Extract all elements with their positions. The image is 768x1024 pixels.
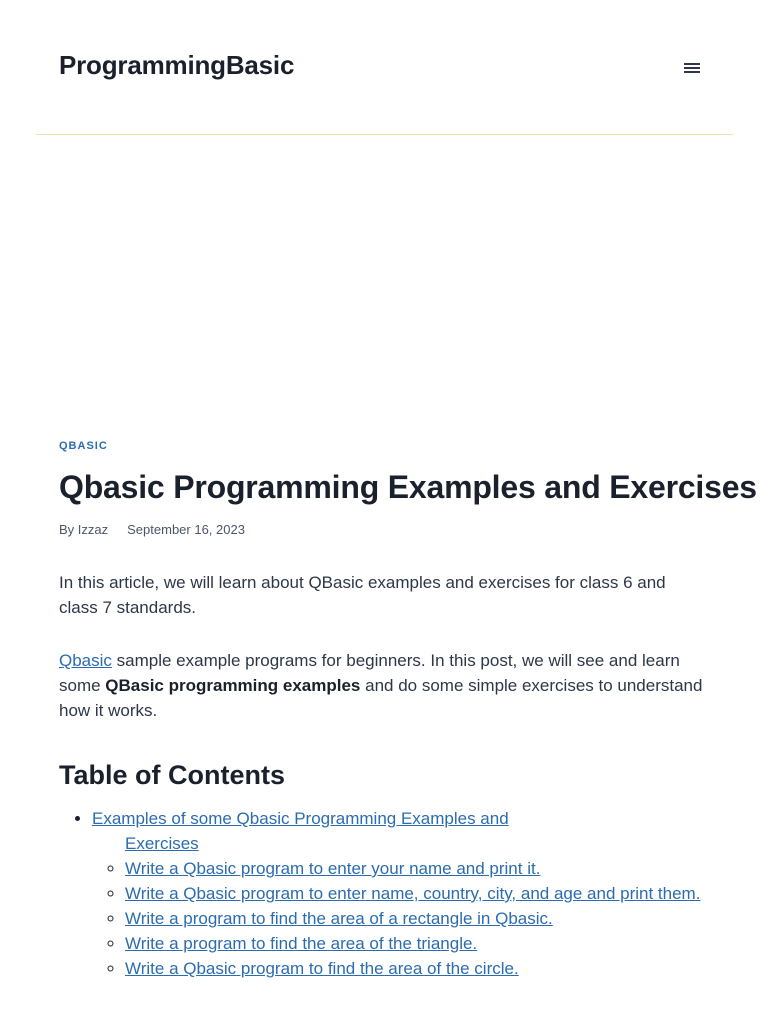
- toc-subitem: [125, 956, 709, 981]
- toc-link[interactable]: Exercises: [125, 834, 199, 853]
- site-header: [36, 0, 733, 135]
- article-title: Qbasic Programming Examples and Exercises: [59, 469, 757, 505]
- description-text-b: and do some simple exercises to understand how it works.: [59, 676, 703, 720]
- toc-link-main[interactable]: Examples of some Qbasic Programming Examples and: [92, 809, 509, 828]
- author-prefix: By: [59, 522, 75, 537]
- toc-subitem: [125, 856, 709, 881]
- toc-subitem: [125, 906, 709, 931]
- description-paragraph: [59, 648, 709, 723]
- hamburger-menu-icon: [683, 60, 701, 76]
- category-link[interactable]: QBASIC: [59, 440, 108, 452]
- toc-link[interactable]: Write a Qbasic program to find the area of the circle.: [125, 959, 519, 978]
- intro-paragraph: In this article, we will learn about QBasic examples and exercises for class 6 and class 7 standards.: [59, 573, 666, 617]
- toc-sublist: [92, 831, 709, 981]
- site-title-link[interactable]: ProgrammingBasic: [59, 50, 295, 80]
- toc-link[interactable]: Write a Qbasic program to enter name, country, city, and age and print them.: [125, 884, 701, 903]
- author-link[interactable]: Izzaz: [77, 522, 109, 537]
- article-meta: [59, 522, 709, 537]
- author-byline: [59, 522, 108, 537]
- qbasic-link[interactable]: Qbasic: [59, 651, 112, 670]
- post-date: September 16, 2023: [127, 522, 245, 537]
- table-of-contents: [59, 806, 709, 981]
- description-text-a: sample example programs for beginners. In this post, we will see and learn some: [59, 651, 680, 695]
- toc-subitem: [125, 881, 709, 906]
- toc-link[interactable]: Write a program to find the area of a rectangle in Qbasic.: [125, 909, 553, 928]
- description-bold: QBasic programming examples: [105, 676, 361, 695]
- menu-toggle-button[interactable]: [680, 56, 704, 80]
- toc-link[interactable]: Write a program to find the area of the triangle.: [125, 934, 478, 953]
- toc-subitem: [125, 831, 709, 856]
- article: [59, 436, 757, 981]
- toc-item: [92, 806, 709, 981]
- toc-subitem: [125, 931, 709, 956]
- toc-link[interactable]: Write a Qbasic program to enter your name and print it.: [125, 859, 541, 878]
- ad-placeholder: [36, 135, 733, 435]
- toc-heading: Table of Contents: [59, 760, 285, 790]
